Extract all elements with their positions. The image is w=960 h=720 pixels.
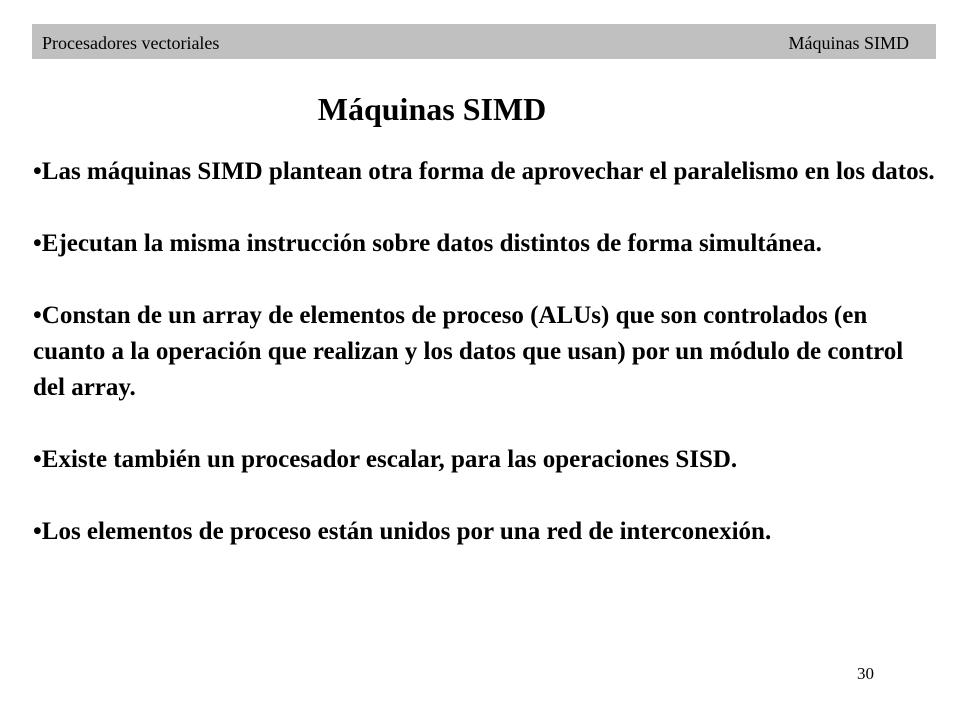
- bullet-marker: •: [33, 302, 42, 329]
- bullet-marker: •: [33, 518, 42, 545]
- bullet-text: Las máquinas SIMD plantean otra forma de aprovechar el paralelismo en los datos.: [41, 158, 935, 185]
- bullet-text: Constan de un array de elementos de proceso (ALUs) que son controlados (en cuanto a la operación que realizan y los datos que usan) por un módulo de control del array.: [33, 302, 904, 401]
- header-bar: [32, 24, 936, 59]
- bullet-text: Los elementos de proceso están unidos por una red de interconexión.: [41, 518, 772, 545]
- header-section-title: Procesadores vectoriales: [42, 33, 220, 53]
- bullet-item: [33, 442, 938, 478]
- bullet-text: Ejecutan la misma instrucción sobre datos distintos de forma simultánea.: [41, 230, 822, 257]
- bullet-item: [33, 514, 938, 550]
- bullet-marker: •: [33, 230, 42, 257]
- bullet-marker: •: [33, 158, 42, 185]
- bullet-item: [33, 298, 938, 406]
- slide-title: Máquinas SIMD: [317, 91, 547, 127]
- header-topic-title: Máquinas SIMD: [788, 33, 909, 53]
- page-number: 30: [857, 664, 874, 683]
- bullet-marker: •: [33, 446, 42, 473]
- bullet-text: Existe también un procesador escalar, para las operaciones SISD.: [41, 446, 738, 473]
- bullet-item: [33, 154, 938, 190]
- bullet-list: [33, 154, 938, 550]
- bullet-item: [33, 226, 938, 262]
